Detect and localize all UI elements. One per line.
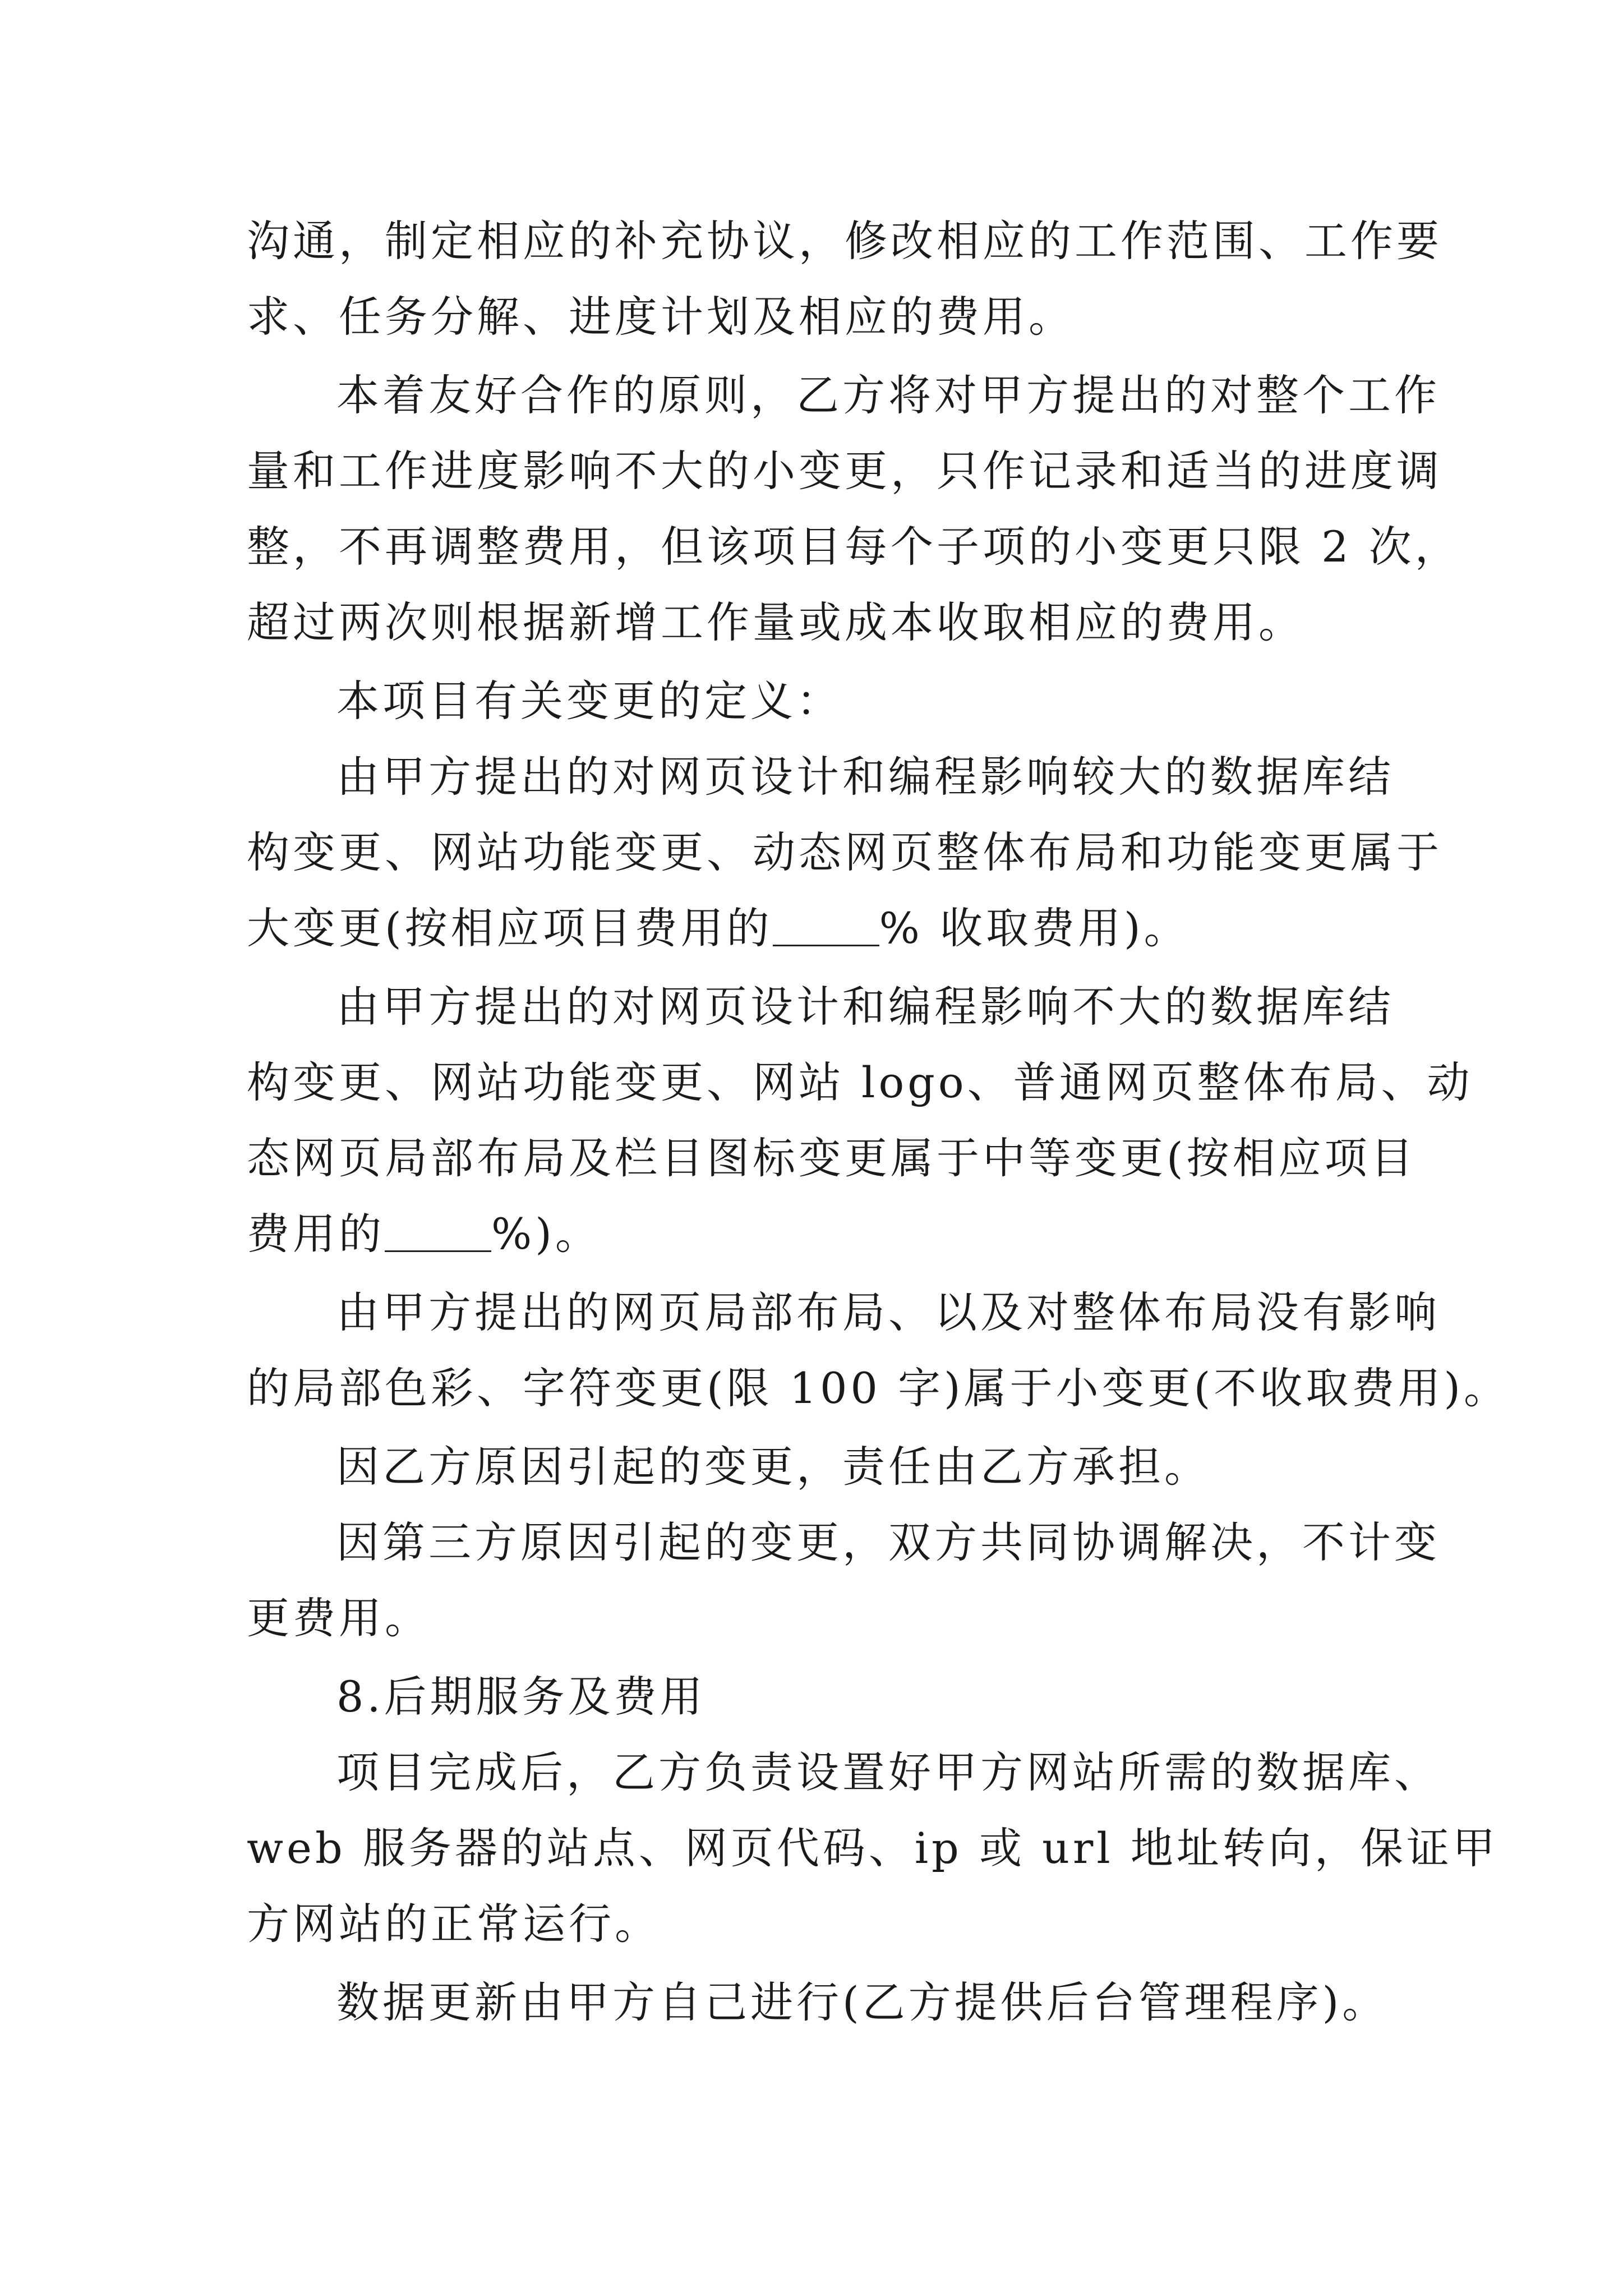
paragraph-first-line: 本项目有关变更的定义：	[336, 676, 842, 726]
text-segment: 费用的	[247, 1209, 385, 1259]
text-line: 求、任务分解、进度计划及相应的费用。	[247, 292, 1075, 342]
text-line: 的局部色彩、字符变更(限 100 字)属于小变更(不收取费用)。	[247, 1363, 1510, 1413]
text-line: 超过两次则根据新增工作量或成本收取相应的费用。	[247, 597, 1304, 647]
text-line-with-blank	[247, 1203, 601, 1265]
text-line: 沟通，制定相应的补充协议，修改相应的工作范围、工作要	[247, 216, 1442, 266]
text-line: 态网页局部布局及栏目图标变更属于中等变更(按相应项目	[247, 1133, 1417, 1183]
text-line: 构变更、网站功能变更、网站 logo、普通网页整体布局、动	[247, 1057, 1473, 1107]
paragraph-first-line: 因第三方原因引起的变更，双方共同协调解决，不计变	[336, 1517, 1440, 1567]
text-line: 构变更、网站功能变更、动态网页整体布局和功能变更属于	[247, 827, 1442, 877]
text-line: web 服务器的站点、网页代码、ip 或 url 地址转向，保证甲	[247, 1823, 1498, 1873]
fill-in-blank	[773, 909, 879, 946]
text-line: 方网站的正常运行。	[247, 1899, 661, 1949]
paragraph-first-line: 数据更新由甲方自己进行(乙方提供后台管理程序)。	[336, 1977, 1389, 2027]
paragraph-first-line: 由甲方提出的网页局部布局、以及对整体布局没有影响	[336, 1287, 1440, 1337]
text-line-with-blank	[247, 898, 1190, 959]
text-line: 整，不再调整费用，但该项目每个子项的小变更只限 2 次，	[247, 522, 1461, 572]
section-heading: 8.后期服务及费用	[336, 1672, 706, 1722]
text-segment: % 收取费用)。	[879, 903, 1190, 953]
paragraph-first-line: 由甲方提出的对网页设计和编程影响较大的数据库结	[336, 752, 1394, 802]
text-segment: 大变更(按相应项目费用的	[247, 903, 773, 953]
paragraph-first-line: 本着友好合作的原则，乙方将对甲方提出的对整个工作	[336, 370, 1440, 420]
text-line: 更费用。	[247, 1593, 431, 1643]
paragraph-first-line: 由甲方提出的对网页设计和编程影响不大的数据库结	[336, 982, 1394, 1032]
text-segment: %)。	[491, 1209, 601, 1259]
paragraph-first-line: 项目完成后，乙方负责设置好甲方网站所需的数据库、	[336, 1747, 1440, 1797]
text-line: 量和工作进度影响不大的小变更，只作记录和适当的进度调	[247, 446, 1442, 496]
paragraph-first-line: 因乙方原因引起的变更，责任由乙方承担。	[336, 1442, 1210, 1492]
fill-in-blank	[385, 1214, 491, 1252]
